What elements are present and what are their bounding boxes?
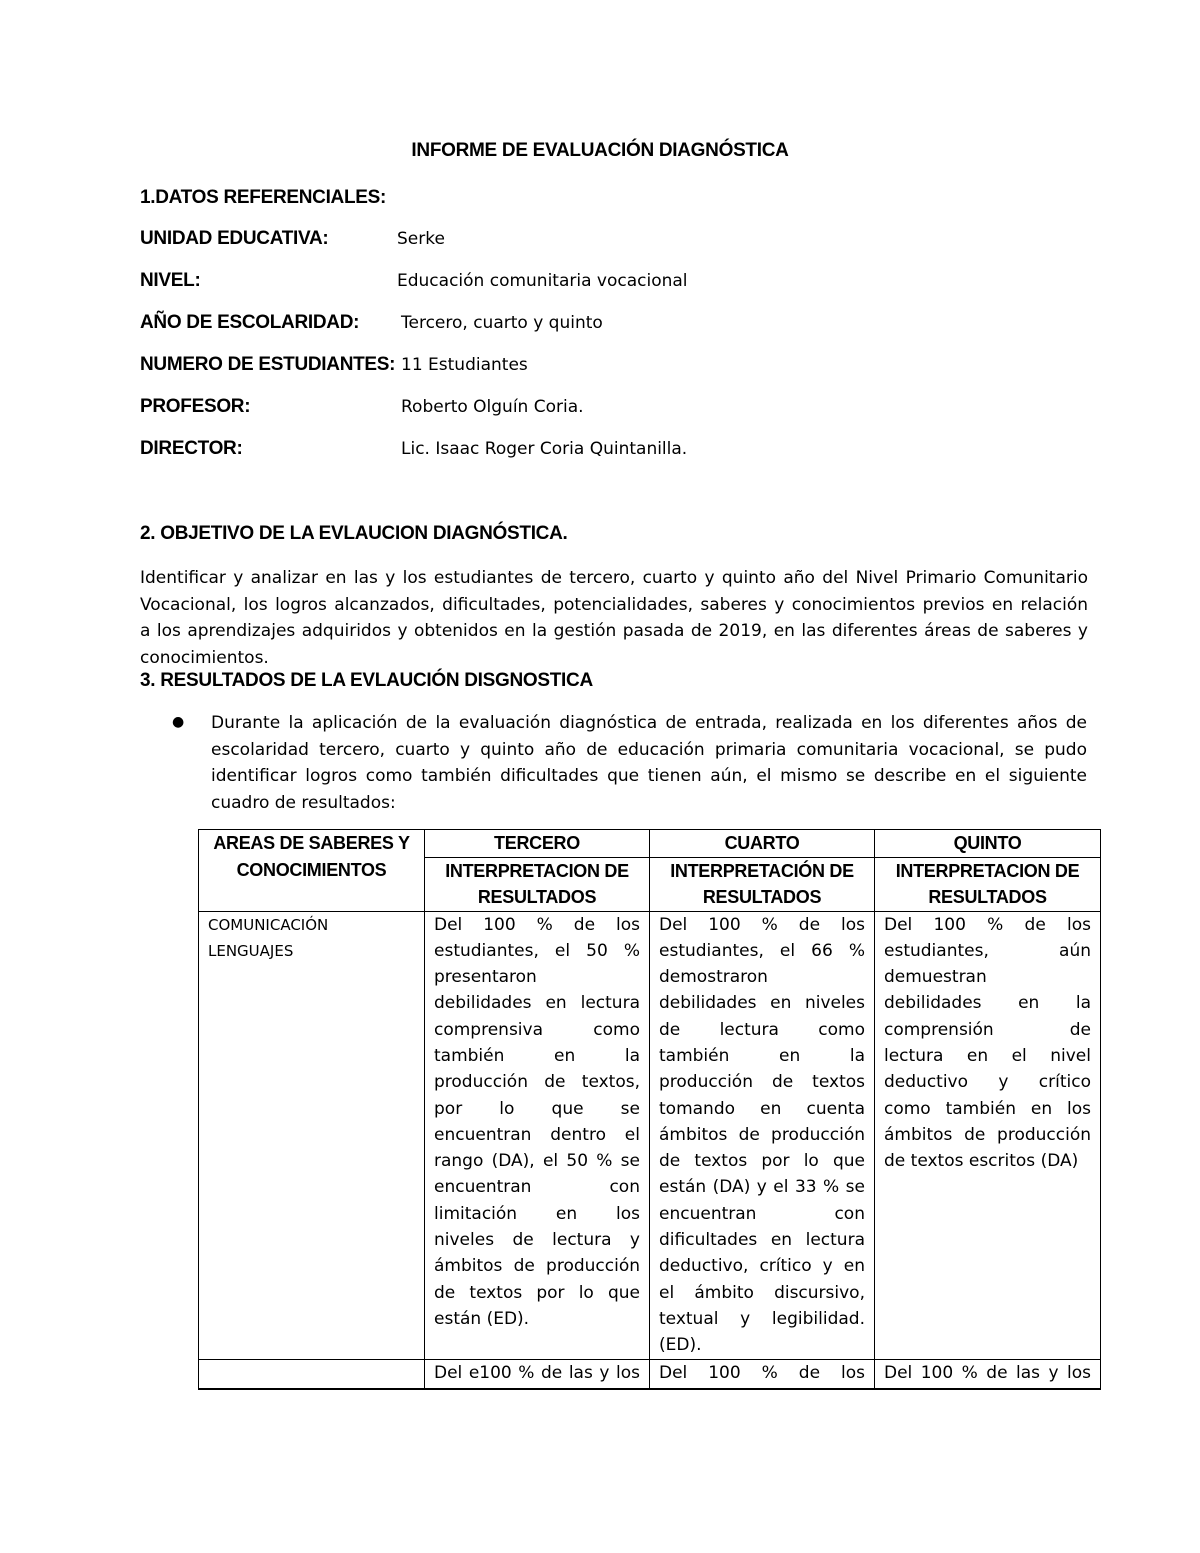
info-label: AÑO DE ESCOLARIDAD: <box>140 312 360 333</box>
cell-line: niveles de lectura y <box>434 1230 640 1251</box>
info-value: Lic. Isaac Roger Coria Quintanilla. <box>401 439 688 459</box>
section3-heading: 3. RESULTADOS DE LA EVLAUCIÓN DISGNOSTICA <box>140 670 593 691</box>
area-name-line: LENGUAJES <box>208 942 294 960</box>
cell-line: producción de textos <box>659 1072 865 1093</box>
section2-heading: 2. OBJETIVO DE LA EVLAUCION DIAGNÓSTICA. <box>140 523 568 544</box>
info-row-anio <box>140 312 1040 338</box>
paragraph-line: Identificar y analizar en las y los estudiantes de tercero, cuarto y quinto año del Nivel Primario Comunitario <box>140 568 1088 588</box>
info-row-estudiantes <box>140 354 1040 380</box>
cell-line: estudiantes, aún <box>884 940 1091 961</box>
cell-line: están (DA) y el 33 % se <box>659 1177 865 1198</box>
cell-line: ámbitos de producción <box>884 1124 1091 1145</box>
bullet-dot-icon: ● <box>172 714 185 730</box>
table-row <box>199 1359 1101 1389</box>
cell-line: demostraron <box>659 967 768 988</box>
cell-line: deductivo y crítico <box>884 1072 1091 1093</box>
cell-line: como también en los <box>884 1098 1091 1119</box>
cuarto-cell <box>650 911 875 1359</box>
cell-line: Del 100 % de los <box>659 914 865 935</box>
area-cell <box>199 1359 425 1389</box>
subheader-quinto: INTERPRETACION DE RESULTADOS <box>875 857 1101 911</box>
cell-line: estudiantes, el 50 % <box>434 940 640 961</box>
paragraph-line: Vocacional, los logros alcanzados, dificultades, potencialidades, saberes y conocimientos previos en relación <box>140 594 1088 615</box>
header-cuarto: CUARTO <box>650 830 875 858</box>
info-value: Tercero, cuarto y quinto <box>401 313 603 333</box>
cell-line: también en la <box>434 1045 640 1066</box>
results-intro-paragraph <box>211 710 1087 816</box>
paragraph-line: cuadro de resultados: <box>211 792 396 813</box>
paragraph-line: identificar logros como también dificultades que tienen aún, el mismo se describe en el siguiente <box>211 766 1087 786</box>
info-value: Roberto Olguín Coria. <box>401 397 584 417</box>
cell-line: demuestran <box>884 967 987 988</box>
info-label: UNIDAD EDUCATIVA: <box>140 228 329 249</box>
cell-line: el ámbito discursivo, <box>659 1282 865 1303</box>
info-row-profesor <box>140 396 1040 422</box>
cell-line: de lectura como <box>659 1019 865 1040</box>
cell-line: Del 100 % de las y los <box>884 1362 1091 1383</box>
subheader-tercero: INTERPRETACION DE RESULTADOS <box>425 857 650 911</box>
tercero-cell <box>425 911 650 1359</box>
info-label: DIRECTOR: <box>140 438 243 459</box>
cell-line: Del 100 % de los <box>659 1362 865 1383</box>
cell-line: están (ED). <box>434 1308 530 1329</box>
cell-line: comprensión de <box>884 1019 1091 1040</box>
cell-line: limitación en los <box>434 1203 640 1224</box>
cell-line: encuentran con <box>659 1203 865 1224</box>
info-value: Educación comunitaria vocacional <box>397 271 688 291</box>
cell-line: Del e100 % de las y los <box>434 1362 640 1383</box>
quinto-cell <box>875 1359 1101 1389</box>
cell-line: comprensiva como <box>434 1019 640 1040</box>
cell-line: producción de textos, <box>434 1072 640 1093</box>
document-title: INFORME DE EVALUACIÓN DIAGNÓSTICA <box>411 140 789 161</box>
area-cell <box>199 911 425 1359</box>
cell-line: también en la <box>659 1045 865 1066</box>
cell-line: lectura en el nivel <box>884 1045 1091 1066</box>
tercero-cell <box>425 1359 650 1389</box>
cell-line: ámbitos de producción <box>434 1256 640 1277</box>
paragraph-line: conocimientos. <box>140 647 269 668</box>
results-table <box>198 829 1101 1390</box>
cuarto-cell <box>650 1359 875 1389</box>
header-areas: AREAS DE SABERES Y CONOCIMIENTOS <box>199 830 425 912</box>
cell-line: ámbitos de producción <box>659 1124 865 1145</box>
cell-line: Del 100 % de los <box>884 914 1091 935</box>
cell-line: de textos por lo que <box>659 1151 865 1172</box>
info-label: NIVEL: <box>140 270 201 291</box>
cell-line: debilidades en niveles <box>659 993 865 1014</box>
cell-line: debilidades en la <box>884 993 1091 1014</box>
header-quinto: QUINTO <box>875 830 1101 858</box>
cell-line: debilidades en lectura <box>434 993 640 1014</box>
cell-line: dificultades en lectura <box>659 1230 865 1251</box>
cell-line: por lo que se <box>434 1098 640 1119</box>
cell-line: textual y legibilidad. <box>659 1308 865 1329</box>
info-value: Serke <box>397 229 445 249</box>
header-tercero: TERCERO <box>425 830 650 858</box>
cell-line: de textos escritos (DA) <box>884 1151 1079 1172</box>
info-value: 11 Estudiantes <box>401 355 528 375</box>
cell-line: de textos por lo que <box>434 1282 640 1303</box>
info-row-nivel <box>140 270 1040 296</box>
area-name-line: COMUNICACIÓN <box>208 915 329 934</box>
objective-paragraph <box>140 565 1088 671</box>
cell-line: encuentran dentro el <box>434 1124 640 1145</box>
cell-line: estudiantes, el 66 % <box>659 940 865 961</box>
info-label: NUMERO DE ESTUDIANTES: <box>140 354 396 375</box>
cell-line: Del 100 % de los <box>434 914 640 935</box>
table-row <box>199 911 1101 1359</box>
info-row-director <box>140 438 1040 464</box>
info-label: PROFESOR: <box>140 396 251 417</box>
subheader-cuarto: INTERPRETACIÓN DE RESULTADOS <box>650 857 875 911</box>
cell-line: tomando en cuenta <box>659 1098 865 1119</box>
info-row-unidad <box>140 228 1040 254</box>
quinto-cell <box>875 911 1101 1359</box>
paragraph-line: a los aprendizajes adquiridos y obtenidos en la gestión pasada de 2019, en las diferentes áreas de saberes y <box>140 621 1088 641</box>
section1-heading: 1.DATOS REFERENCIALES: <box>140 187 387 208</box>
paragraph-line: escolaridad tercero, cuarto y quinto año de educación primaria comunitaria vocacional, se pudo <box>211 739 1087 760</box>
cell-line: rango (DA), el 50 % se <box>434 1151 640 1172</box>
cell-line: (ED). <box>659 1335 702 1356</box>
cell-line: encuentran con <box>434 1177 640 1198</box>
cell-line: presentaron <box>434 967 537 988</box>
paragraph-line: Durante la aplicación de la evaluación diagnóstica de entrada, realizada en los diferentes años de <box>211 713 1087 733</box>
cell-line: deductivo, crítico y en <box>659 1256 865 1277</box>
